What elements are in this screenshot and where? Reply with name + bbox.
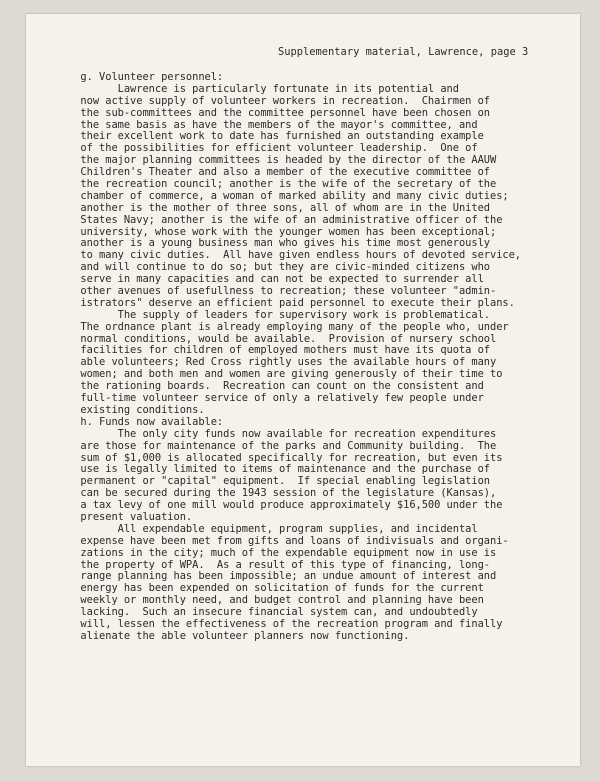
- text-line: g. Volunteer personnel:: [68, 71, 224, 83]
- text-line: now active supply of volunteer workers in recreation. Chairmen of: [68, 94, 490, 107]
- text-line: the property of WPA. As a result of this type of financing, long-: [68, 558, 490, 571]
- text-line: another is the mother of three sons, all of whom are in the United: [68, 201, 490, 214]
- text-line: sum of $1,000 is allocated specifically for recreation, but even its: [68, 451, 503, 464]
- text-line: use is legally limited to items of maintenance and the purchase of: [68, 463, 490, 476]
- text-line: the major planning committees is headed by the director of the AAUW: [68, 154, 497, 167]
- text-line: existing conditions.: [68, 403, 205, 416]
- text-line: present valuation.: [68, 510, 193, 523]
- text-line: States Navy; another is the wife of an administrative officer of the: [68, 213, 503, 226]
- page-header: Supplementary material, Lawrence, page 3: [278, 46, 529, 58]
- text-line: a tax levy of one mill would produce approximately $16,500 under the: [68, 499, 503, 512]
- document-body: [68, 46, 568, 643]
- text-line: facilities for children of employed mothers must have its quota of: [68, 344, 490, 357]
- text-line: the same basis as have the members of the mayor's committee, and: [68, 118, 478, 131]
- text-line: h. Funds now available:: [68, 415, 224, 428]
- text-line: their excellent work to date has furnished an outstanding example: [68, 130, 484, 143]
- text-line: full-time volunteer service of only a relatively few people under: [68, 392, 484, 405]
- text-line: can be secured during the 1943 session of the legislature (Kansas),: [68, 487, 497, 500]
- text-line: able volunteers; Red Cross rightly uses the available hours of many: [68, 356, 497, 369]
- text-line: alienate the able volunteer planners now functioning.: [68, 629, 410, 642]
- text-line: The only city funds now available for recreation expenditures: [68, 427, 497, 440]
- text-line: normal conditions, would be available. Provision of nursery school: [68, 332, 497, 345]
- text-line: other avenues of usefullness to recreation; these volunteer "admin-: [68, 285, 497, 298]
- text-line: zations in the city; much of the expendable equipment now in use is: [68, 546, 497, 559]
- text-line: the rationing boards. Recreation can count on the consistent and: [68, 380, 484, 393]
- header-spacer: [68, 46, 568, 72]
- text-line: All expendable equipment, program supplies, and incidental: [68, 522, 478, 535]
- text-line: will, lessen the effectiveness of the recreation program and finally: [68, 617, 503, 630]
- text-line: energy has been expended on solicitation of funds for the current: [68, 582, 484, 595]
- text-line: weekly or monthly need, and budget control and planning have been: [68, 594, 484, 607]
- text-line: another is a young business man who gives his time most generously: [68, 237, 490, 250]
- text-line: permanent or "capital" equipment. If special enabling legislation: [68, 475, 490, 488]
- text-line: expense have been met from gifts and loans of indivisuals and organi-: [68, 534, 509, 547]
- text-line: of the possibilities for efficient volunteer leadership. One of: [68, 142, 478, 155]
- text-line: university, whose work with the younger women has been exceptional;: [68, 225, 497, 238]
- text-line: chamber of commerce, a woman of marked ability and many civic duties;: [68, 189, 509, 202]
- text-line: Children's Theater and also a member of the executive committee of: [68, 166, 490, 179]
- text-line: women; and both men and women are giving generously of their time to: [68, 368, 503, 381]
- text-line: istrators" deserve an efficient paid personnel to execute their plans.: [68, 296, 515, 309]
- typed-lines: [68, 72, 568, 643]
- text-line: the sub-committees and the committee personnel have been chosen on: [68, 106, 490, 119]
- text-line: The ordnance plant is already employing many of the people who, under: [68, 320, 509, 333]
- text-line: The supply of leaders for supervisory work is problematical.: [68, 308, 490, 321]
- text-line: and will continue to do so; but they are civic-minded citizens who: [68, 261, 490, 274]
- text-line: serve in many capacities and can not be expected to surrender all: [68, 273, 484, 286]
- text-line: lacking. Such an insecure financial system can, and undoubtedly: [68, 606, 478, 619]
- text-line: the recreation council; another is the wife of the secretary of the: [68, 178, 497, 191]
- text-line: range planning has been impossible; an undue amount of interest and: [68, 570, 497, 583]
- text-line: Lawrence is particularly fortunate in its potential and: [68, 82, 459, 95]
- text-line: are those for maintenance of the parks and Community building. The: [68, 439, 497, 452]
- text-line: to many civic duties. All have given endless hours of devoted service,: [68, 249, 522, 262]
